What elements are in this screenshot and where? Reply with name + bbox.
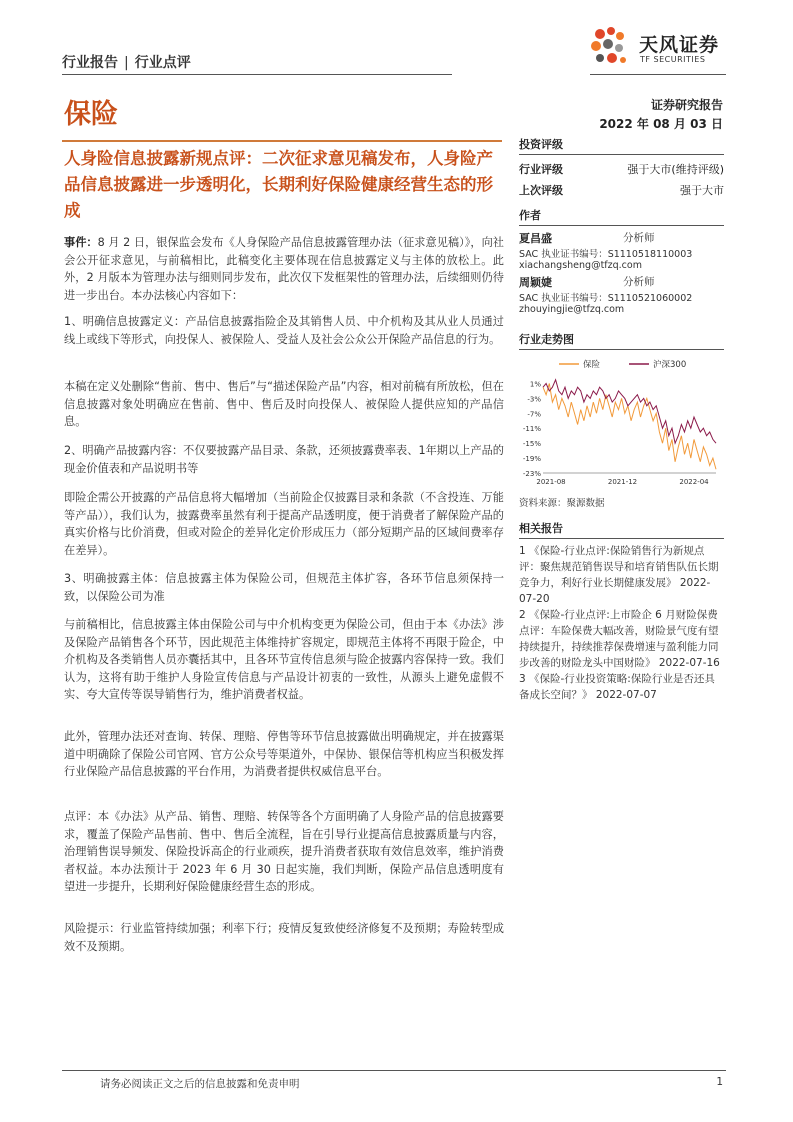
industry-trend-chart xyxy=(519,354,724,489)
y-tick-label: -7% xyxy=(527,410,541,419)
author-2 xyxy=(519,274,724,318)
header-rule xyxy=(62,74,452,75)
industry-rating-row xyxy=(519,161,724,177)
y-tick-label: -19% xyxy=(522,455,541,464)
author-email: xiachangsheng@tfzq.com xyxy=(519,260,642,271)
point-2-heading: 2、明确产品披露内容：不仅要披露产品目录、条款，还须披露费率表、1年期以上产品的现金价值表和产品说明书等 xyxy=(64,444,504,475)
logo-mark-icon xyxy=(586,22,636,72)
event-paragraph xyxy=(64,234,504,304)
previous-rating-label: 上次评级 xyxy=(519,184,563,197)
title-rule xyxy=(62,140,502,142)
author-role: 分析师 xyxy=(623,232,655,244)
y-tick-label: -11% xyxy=(522,425,541,434)
previous-rating-value: 强于大市 xyxy=(680,184,724,197)
related-report-item[interactable]: 3 《保险-行业投资策略:保险行业是否还具备成长空间？》 2022-07-07 xyxy=(519,673,715,701)
header-separator: | xyxy=(124,55,129,71)
footer-rule xyxy=(62,1070,726,1071)
authors-box xyxy=(519,207,724,318)
related-heading: 相关报告 xyxy=(519,520,724,539)
page-number: 1 xyxy=(716,1076,723,1088)
comment-paragraph: 点评：本《办法》从产品、销售、理赔、转保等各个方面明确了人身险产品的信息披露要求，覆盖了保险产品售前、售中、售后全流程，旨在引导行业提高信息披露质量与内容，治理销售误导频发、保险投诉高企的行业顽疾，提升消费者获取有效信息效率，维护消费者权益。本办法预计于 2023 年 6 月 30 日起实施，我们判断，保险产品信息透明度有望进一步提升，长期利好保险健康经营生态的形成。 xyxy=(64,810,504,893)
report-date: 2022 年 08 月 03 日 xyxy=(599,117,723,131)
footer-disclaimer: 请务必阅读正文之后的信息披露和免责申明 xyxy=(100,1078,300,1090)
related-reports-box xyxy=(519,520,724,703)
related-report-item[interactable]: 2 《保险-行业点评:上市险企 6 月财险保费点评：车险保费大幅改善，财险景气度有望持续提升，持续推荐保费增速与盈利能力同步改善的财险龙头中国财险》 2022-07-16 xyxy=(519,609,720,669)
category-label: 行业报告 xyxy=(62,55,118,71)
author-cert: SAC 执业证书编号：S1110521060002 xyxy=(519,293,693,304)
event-label: 事件： xyxy=(64,236,98,249)
point-3-text: 与前稿相比，信息披露主体由保险公司与中介机构变更为保险公司，但由于本《办法》涉及保险产品销售各个环节，因此规范主体维持扩容规定，即规范主体将不再限于险企，中介机构及各类销售人员亦囊括其中，且各环节宣传信息须与险企披露内容保持一致。我们认为，这将有助于维护人身险宣传信息与产品设计初衷的一致性，从源头上避免虚假不实、夸大宣传等误导销售行为，维护消费者权益。 xyxy=(64,618,504,701)
company-logo xyxy=(586,22,736,72)
rating-box xyxy=(519,136,724,198)
author-cert: SAC 执业证书编号：S1110518110003 xyxy=(519,249,693,260)
author-1 xyxy=(519,230,724,274)
author-role: 分析师 xyxy=(623,276,655,288)
chart-heading: 行业走势图 xyxy=(519,331,724,350)
y-tick-label: -15% xyxy=(522,440,541,449)
previous-rating-row xyxy=(519,182,724,198)
point-1-heading: 1、明确信息披露定义：产品信息披露指险企及其销售人员、中介机构及其从业人员通过线上或线下等形式，向投保人、被保险人、受益人及社会公众公开保险产品信息的行为。 xyxy=(64,315,504,346)
related-report-item[interactable]: 1 《保险-行业点评:保险销售行为新规点评：聚焦规范销售误导和培育销售队伍长期竞争力，利好行业长期健康发展》 2022-07-20 xyxy=(519,545,719,605)
y-tick-label: 1% xyxy=(529,380,541,389)
report-type: 证券研究报告 xyxy=(650,98,723,112)
logo-subtext: TF SECURITIES xyxy=(640,55,706,64)
report-title: 人身险信息披露新规点评：二次征求意见稿发布，人身险产品信息披露进一步透明化，长期利好保险健康经营生态的形成 xyxy=(64,149,493,220)
industry-rating-value: 强于大市(维持评级) xyxy=(627,163,724,176)
authors-heading: 作者 xyxy=(519,207,724,226)
logo-text: 天风证券 xyxy=(639,34,720,56)
report-category xyxy=(62,52,191,72)
author-name: 夏昌盛 xyxy=(519,232,552,245)
x-tick-label: 2021-12 xyxy=(607,478,638,486)
risk-paragraph: 风险提示：行业监管持续加强；利率下行；疫情反复致使经济修复不及预期；寿险转型成效不及预期。 xyxy=(64,922,504,953)
author-email: zhouyingjie@tfzq.com xyxy=(519,304,625,315)
chart-source: 资料来源：聚源数据 xyxy=(519,498,605,509)
industry-title: 保险 xyxy=(64,99,118,130)
legend-label: 沪深300 xyxy=(653,360,687,370)
industry-rating-label: 行业评级 xyxy=(519,163,563,176)
event-text: 8 月 2 日，银保监会发布《人身保险产品信息披露管理办法（征求意见稿）》，向社会公开征求意见，与前稿相比，此稿变化主要体现在信息披露定义与主体的放松上。此外，2 月版本为管理办法与细则同步发布，此次仅下发框架性的管理办法，后续细则仍待进一步出台。本办法核心内容如下： xyxy=(64,236,504,302)
chart-box xyxy=(519,331,724,509)
logo-rule xyxy=(590,74,726,75)
point-3-heading: 3、明确披露主体：信息披露主体为保险公司，但规范主体扩容，各环节信息须保持一致，以保险公司为准 xyxy=(64,572,504,603)
legend-label: 保险 xyxy=(583,360,601,370)
point-2-text: 即险企需公开披露的产品信息将大幅增加（当前险企仅披露目录和条款（不含投连、万能等产品）），我们认为，披露费率虽然有利于提高产品透明度，便于消费者了解保险产品的真实价格与比价消费，但或对险企的差异化定价形成压力（部分短期产品的区域间费率存在差异）。 xyxy=(64,491,504,557)
additional-paragraph: 此外，管理办法还对查询、转保、理赔、停售等环节信息披露做出明确规定，并在披露渠道中明确除了保险公司官网、官方公众号等渠道外，中保协、银保信等机构应当积极发挥行业保险产品信息披露的平台作用，为消费者提供权威信息平台。 xyxy=(64,730,504,778)
subcategory-label: 行业点评 xyxy=(134,55,191,71)
x-tick-label: 2021-08 xyxy=(536,478,566,486)
y-tick-label: -3% xyxy=(527,395,541,404)
y-tick-label: -23% xyxy=(522,470,541,478)
point-1-text: 本稿在定义处删除“售前、售中、售后”与“描述保险产品”内容，相对前稿有所放松，但在信息披露对象处明确应在售前、售中、售后及时向投保人、被保险人提供应知的产品信息。 xyxy=(64,380,504,428)
author-name: 周颖婕 xyxy=(519,276,552,289)
rating-heading: 投资评级 xyxy=(519,136,724,155)
x-tick-label: 2022-04 xyxy=(679,478,709,486)
